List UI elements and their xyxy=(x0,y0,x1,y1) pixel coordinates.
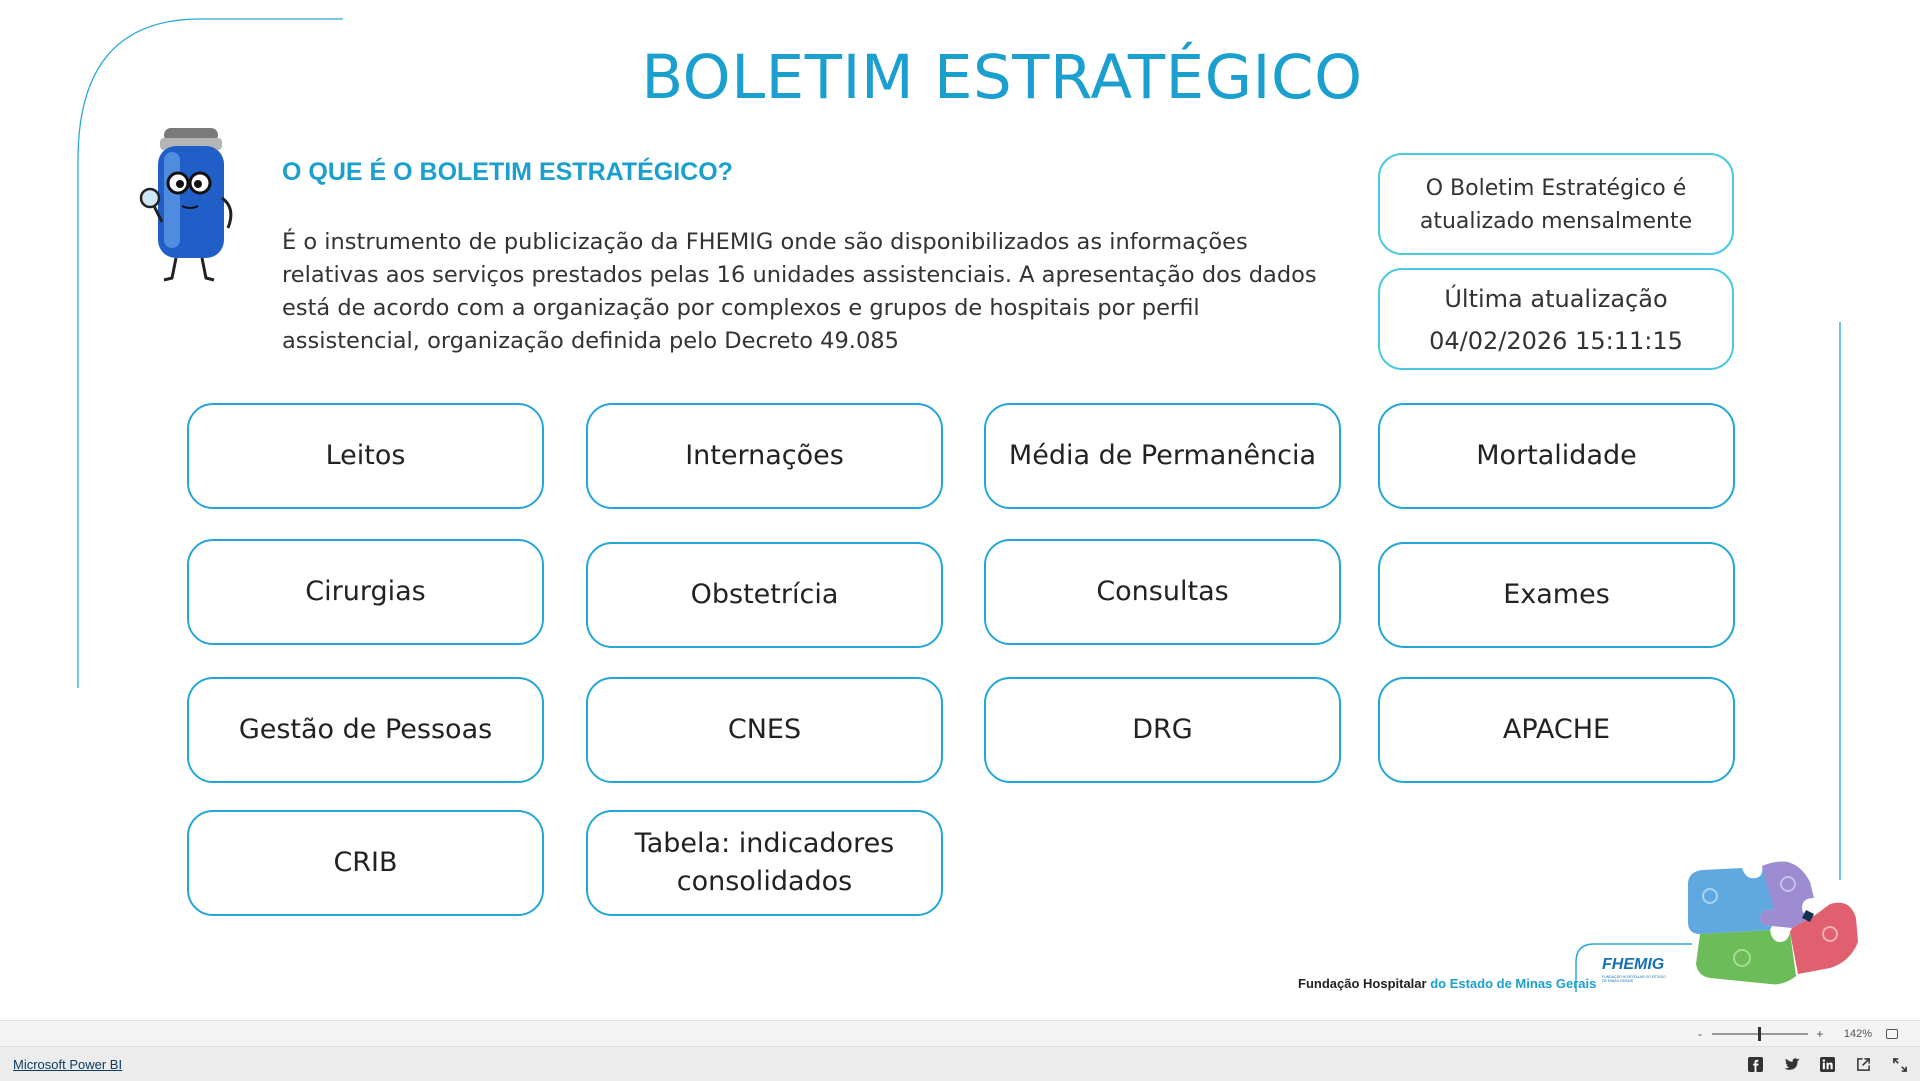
zoom-toolbar xyxy=(0,1020,1920,1047)
powerbi-link[interactable]: Microsoft Power BI xyxy=(13,1057,123,1072)
nav-button-crib[interactable]: CRIB xyxy=(187,810,544,916)
fullscreen-icon[interactable] xyxy=(1891,1056,1908,1073)
page-title: BOLETIM ESTRATÉGICO xyxy=(641,42,1363,113)
mascot-icon xyxy=(136,118,246,288)
puzzle-logo-icon xyxy=(1680,858,1858,986)
share-icons xyxy=(1747,1056,1908,1073)
zoom-in-button[interactable]: + xyxy=(1816,1027,1824,1041)
footer-org-name-part2: do Estado de Minas Gerais xyxy=(1430,976,1597,991)
fhemig-logo xyxy=(1574,942,1694,994)
zoom-level-text: 142% xyxy=(1843,1028,1872,1040)
nav-button-tabela-indicadores[interactable]: Tabela: indicadores consolidados xyxy=(586,810,943,916)
powerbi-footer-bar xyxy=(0,1046,1920,1081)
twitter-icon[interactable] xyxy=(1783,1056,1800,1073)
nav-button-obstetricia[interactable]: Obstetrícia xyxy=(586,542,943,648)
update-frequency-box xyxy=(1378,153,1734,255)
zoom-out-button[interactable]: - xyxy=(1697,1027,1702,1041)
fhemig-logo-subtext: FUNDAÇÃO HOSPITALAR DO ESTADO DE MINAS GERAIS xyxy=(1602,975,1666,983)
linkedin-icon[interactable] xyxy=(1819,1056,1836,1073)
last-update-box xyxy=(1378,268,1734,370)
nav-button-cirurgias[interactable]: Cirurgias xyxy=(187,539,544,645)
facebook-icon[interactable] xyxy=(1747,1056,1764,1073)
update-frequency-line1: O Boletim Estratégico é xyxy=(1425,176,1687,201)
zoom-slider[interactable] xyxy=(1712,1033,1808,1035)
nav-button-exames[interactable]: Exames xyxy=(1378,542,1735,648)
last-update-value: 04/02/2026 15:11:15 xyxy=(1429,327,1683,355)
footer-org-name xyxy=(1298,976,1596,991)
nav-button-gestao-pessoas[interactable]: Gestão de Pessoas xyxy=(187,677,544,783)
zoom-control xyxy=(1694,1025,1898,1043)
nav-button-apache[interactable]: APACHE xyxy=(1378,677,1735,783)
share-icon[interactable] xyxy=(1855,1056,1872,1073)
nav-button-cnes[interactable]: CNES xyxy=(586,677,943,783)
description-text: É o instrumento de publicização da FHEMIG onde são disponibilizados as informações relativas aos serviços prestados pelas 16 unidades assistenciais. A apresentação dos dados está de acordo com a organização por complexos e grupos de hospitais por perfil assistencial, organização definida pelo Decreto 49.085 xyxy=(282,229,1317,354)
nav-button-leitos[interactable]: Leitos xyxy=(187,403,544,509)
zoom-slider-thumb[interactable] xyxy=(1758,1027,1761,1041)
nav-button-internacoes[interactable]: Internações xyxy=(586,403,943,509)
footer-org-name-part1: Fundação Hospitalar xyxy=(1298,976,1427,991)
update-frequency-line2: atualizado mensalmente xyxy=(1419,209,1693,234)
section-subtitle: O QUE É O BOLETIM ESTRATÉGICO? xyxy=(282,158,733,186)
nav-button-drg[interactable]: DRG xyxy=(984,677,1341,783)
nav-button-consultas[interactable]: Consultas xyxy=(984,539,1341,645)
nav-button-mortalidade[interactable]: Mortalidade xyxy=(1378,403,1735,509)
last-update-label: Última atualização xyxy=(1444,285,1668,313)
nav-button-media-permanencia[interactable]: Média de Permanência xyxy=(984,403,1341,509)
fhemig-logo-text: FHEMIG xyxy=(1602,956,1665,973)
fit-to-page-icon[interactable] xyxy=(1886,1029,1898,1039)
